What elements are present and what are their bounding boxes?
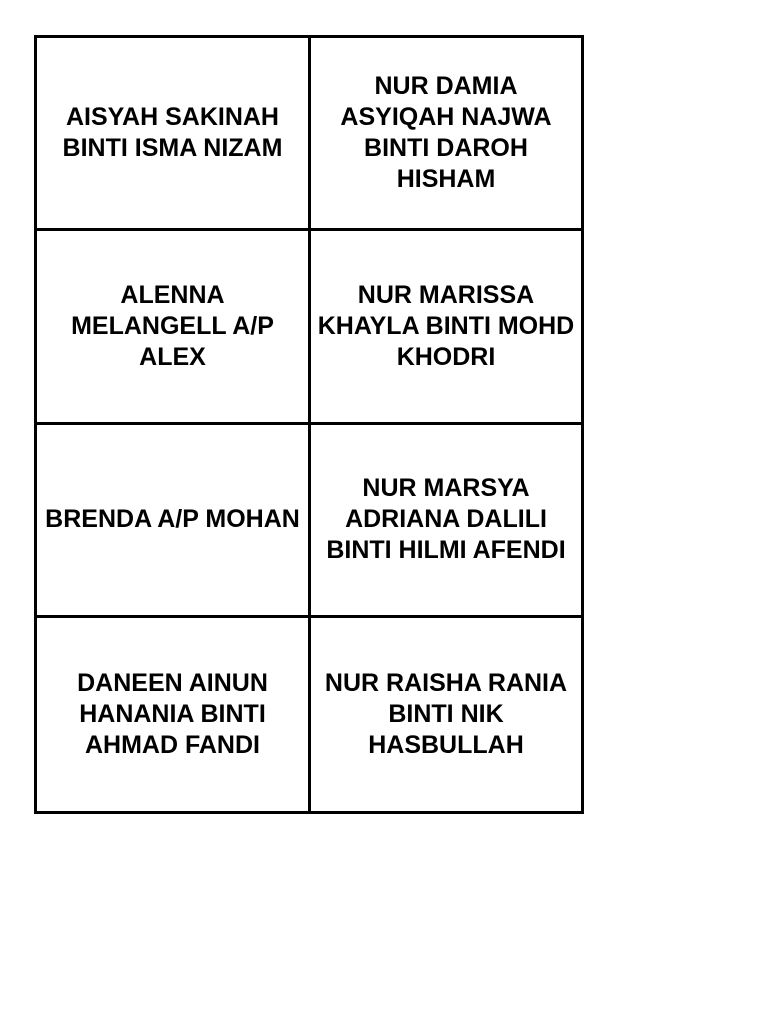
student-name: ALENNA MELANGELL A/P ALEX [71, 280, 274, 371]
name-cell [311, 618, 581, 811]
student-name: BRENDA A/P MOHAN [45, 505, 300, 534]
name-cell [37, 38, 311, 231]
name-cell [311, 38, 581, 231]
name-cell [311, 425, 581, 618]
student-name: NUR RAISHA RANIA BINTI NIK HASBULLAH [324, 668, 568, 759]
name-cell [311, 231, 581, 424]
student-name: DANEEN AINUN HANANIA BINTI AHMAD FANDI [77, 668, 268, 759]
name-cell [37, 231, 311, 424]
student-name: NUR MARISSA KHAYLA BINTI MOHD KHODRI [317, 280, 575, 371]
name-cell [37, 425, 311, 618]
student-name: NUR MARSYA ADRIANA DALILI BINTI HILMI AFENDI [326, 474, 566, 565]
name-cell [37, 618, 311, 811]
name-table [34, 35, 584, 814]
student-name: AISYAH SAKINAH BINTI ISMA NIZAM [62, 103, 283, 163]
student-name: NUR DAMIA ASYIQAH NAJWA BINTI DAROH HISHAM [340, 72, 552, 194]
